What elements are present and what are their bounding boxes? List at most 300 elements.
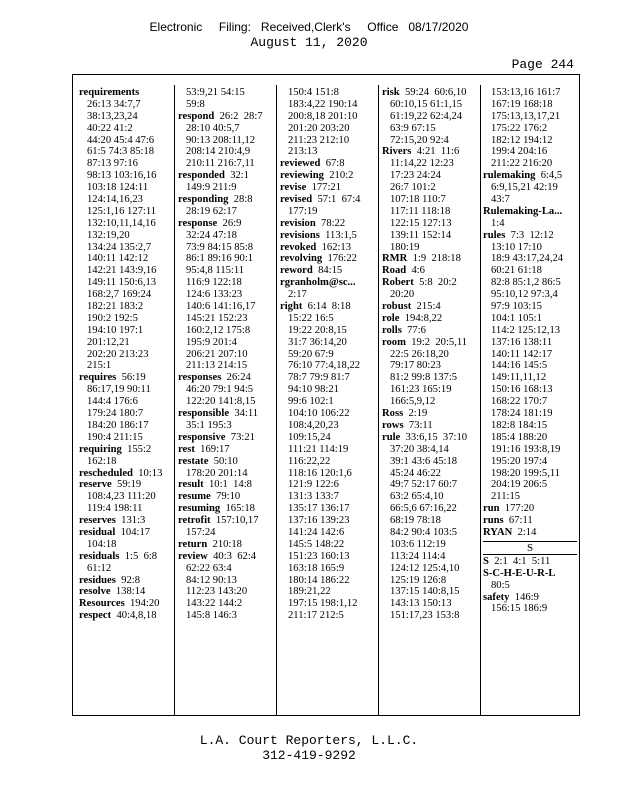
index-page-line: 11:14,22 12:23 — [390, 158, 454, 170]
index-reference — [79, 230, 173, 242]
index-reference — [483, 603, 577, 615]
index-term: Ross — [382, 408, 404, 420]
index-page-line: 10:1 14:8 — [203, 479, 252, 491]
index-entry — [280, 253, 376, 265]
index-reference — [280, 491, 376, 503]
index-entry — [280, 230, 376, 242]
index-reference — [79, 253, 173, 265]
index-reference — [483, 301, 577, 313]
index-page-line: 157:24 — [186, 526, 216, 538]
index-entry — [178, 170, 274, 182]
section-letter: S — [483, 541, 577, 555]
index-page-line: 40:4,8,18 — [111, 610, 157, 622]
index-page-line: 26:9 — [217, 217, 242, 229]
index-page-line: 180:14 186:22 — [288, 574, 350, 586]
index-reference — [483, 372, 577, 384]
index-page-line: 182:21 183:2 — [87, 301, 144, 313]
index-reference — [178, 575, 274, 587]
index-reference — [382, 479, 478, 491]
index-reference — [79, 135, 173, 147]
index-reference — [178, 598, 274, 610]
index-entry — [79, 515, 173, 527]
index-page-line: 167:19 168:18 — [491, 98, 553, 110]
index-reference — [382, 230, 478, 242]
index-page-line: 73:11 — [403, 419, 433, 431]
index-page-line: 2:19 — [403, 408, 428, 420]
index-page-line: 121:9 122:6 — [288, 479, 339, 491]
index-page-line: 180:19 — [390, 241, 420, 253]
index-page-line: 194:10 197:1 — [87, 324, 144, 336]
index-page-line: 18:9 43:17,24,24 — [491, 253, 564, 265]
index-page-line: 1:9 218:18 — [407, 253, 461, 265]
index-page-line: 86:17,19 90:11 — [87, 384, 151, 396]
index-reference — [178, 135, 274, 147]
index-entry — [382, 87, 478, 99]
index-page-line: 6:9,15,21 42:19 — [491, 182, 558, 194]
index-page-line: 98:13 103:16,16 — [87, 170, 157, 182]
index-page-line: 124:12 125:4,10 — [390, 562, 460, 574]
index-page-line: 26:13 34:7,7 — [87, 98, 141, 110]
index-page-line: 33:6,15 37:10 — [400, 431, 468, 443]
index-term: respect — [79, 610, 112, 622]
index-page-line: 134:24 135:2,7 — [87, 241, 152, 253]
index-page-line: 143:22 144:2 — [186, 598, 243, 610]
index-page-line: 112:23 143:20 — [186, 586, 248, 598]
index-entry — [382, 313, 478, 325]
index-reference — [280, 479, 376, 491]
index-reference — [79, 158, 173, 170]
index-page-line: 132:19,20 — [87, 229, 130, 241]
index-column-3 — [280, 87, 376, 715]
index-reference — [483, 384, 577, 396]
index-page-line: 175:13,13,17,21 — [491, 110, 561, 122]
index-page-line: 116:22,22 — [288, 455, 331, 467]
index-term: residuals — [79, 550, 120, 562]
index-reference — [280, 527, 376, 539]
index-entry — [79, 372, 173, 384]
index-entry — [280, 182, 376, 194]
index-term: review — [178, 550, 208, 562]
index-entry — [382, 325, 478, 337]
index-reference — [483, 158, 577, 170]
index-reference — [382, 182, 478, 194]
reporter-company: L.A. Court Reporters, L.L.C. — [199, 733, 419, 748]
index-entry — [178, 372, 274, 384]
index-reference — [483, 123, 577, 135]
index-reference — [178, 313, 274, 325]
index-page-line: 157:10,17 — [210, 515, 259, 527]
index-reference — [483, 444, 577, 456]
index-reference — [178, 360, 274, 372]
index-frame — [72, 74, 580, 716]
index-reference — [280, 135, 376, 147]
index-page-line: 77:6 — [401, 324, 426, 336]
index-entry — [483, 503, 577, 515]
index-term: requiring — [79, 443, 122, 455]
index-page-line: 114:2 125:12,13 — [491, 324, 561, 336]
index-entry — [483, 515, 577, 527]
index-term: responsive — [178, 431, 226, 443]
index-term: reserves — [79, 515, 116, 527]
index-term: room — [382, 336, 406, 348]
index-term: result — [178, 479, 204, 491]
index-page-line: 92:8 — [115, 574, 141, 586]
index-page-line: 73:9 84:15 85:8 — [186, 241, 254, 253]
index-entry — [280, 242, 376, 254]
index-entry — [178, 551, 274, 563]
index-term: run — [483, 503, 500, 515]
index-page-line: 62:22 63:4 — [186, 562, 232, 574]
index-reference — [382, 396, 478, 408]
index-page-line: 6:4,5 — [535, 170, 563, 182]
index-page-line: 145:5 148:22 — [288, 538, 345, 550]
index-page-line: 204:19 206:5 — [491, 479, 548, 491]
index-page-line: 108:4,23 111:20 — [87, 491, 156, 503]
index-reference — [382, 527, 478, 539]
index-page-line: 79:17 80:23 — [390, 360, 441, 372]
index-entry — [79, 575, 173, 587]
index-page-line: 183:4,22 190:14 — [288, 98, 358, 110]
index-page-line: 35:1 195:3 — [186, 419, 232, 431]
index-reference — [280, 87, 376, 99]
index-reference — [280, 563, 376, 575]
index-reference — [178, 420, 274, 432]
index-page-line: 113:24 114:4 — [390, 550, 446, 562]
index-page-line: 4:21 11:6 — [411, 146, 460, 158]
index-page-line: 190:2 192:5 — [87, 312, 138, 324]
index-reference — [79, 337, 173, 349]
index-page-line: 4:6 — [406, 265, 425, 277]
index-reference — [79, 563, 173, 575]
index-page-line: 211:17 212:5 — [288, 610, 344, 622]
index-page-line: 146:9 — [509, 591, 539, 603]
index-page-line: 195:9 201:4 — [186, 336, 237, 348]
index-entry — [382, 301, 478, 313]
index-entry — [382, 253, 478, 265]
index-reference — [79, 277, 173, 289]
index-term: Resources — [79, 598, 125, 610]
index-reference — [382, 158, 478, 170]
index-term: residues — [79, 574, 116, 586]
index-term: revolving — [280, 253, 323, 265]
index-page-line: 6:14 8:18 — [302, 301, 351, 313]
index-reference — [79, 289, 173, 301]
index-page-line: 56:19 — [116, 372, 146, 384]
index-page-line: 211:23 212:10 — [288, 134, 350, 146]
index-reference — [178, 396, 274, 408]
index-page-line: 118:16 120:1,6 — [288, 467, 352, 479]
index-reference — [280, 111, 376, 123]
index-reference — [280, 99, 376, 111]
index-reference — [382, 170, 478, 182]
index-reference — [79, 384, 173, 396]
index-page-line: 149:11,11,12 — [491, 372, 547, 384]
index-page-line: 26:7 101:2 — [390, 182, 436, 194]
index-page-line: 140:11 142:12 — [87, 253, 149, 265]
index-reference — [178, 586, 274, 598]
index-term: revoked — [280, 241, 317, 253]
index-entry — [178, 444, 274, 456]
index-entry — [483, 568, 577, 580]
index-reference — [483, 337, 577, 349]
index-reference — [79, 491, 173, 503]
index-page-line: 111:21 114:19 — [288, 443, 349, 455]
index-page-line: 144:4 176:6 — [87, 396, 138, 408]
index-page-line: 19:22 20:8,15 — [288, 324, 347, 336]
index-page-line: 135:17 136:17 — [288, 503, 350, 515]
index-page-line: 168:2,7 169:24 — [87, 289, 152, 301]
index-reference — [382, 99, 478, 111]
index-page-line: 57:1 67:4 — [312, 194, 361, 206]
index-page-line: 151:17,23 153:8 — [390, 610, 460, 622]
index-reference — [382, 456, 478, 468]
index-page-line: 122:15 127:13 — [390, 217, 452, 229]
index-page-line: 94:10 98:21 — [288, 384, 339, 396]
index-page-line: 28:19 62:17 — [186, 205, 237, 217]
index-reference — [178, 242, 274, 254]
index-reference — [178, 277, 274, 289]
index-page-line: 104:17 — [115, 526, 151, 538]
index-page-line: 189:21,22 — [288, 586, 331, 598]
index-page-line: 17:23 24:24 — [390, 170, 441, 182]
index-term: resolve — [79, 586, 111, 598]
index-page-line: 10:13 — [132, 467, 163, 479]
index-reference — [79, 218, 173, 230]
index-term: respond — [178, 110, 215, 122]
index-page-line: 1:4 — [491, 217, 505, 229]
index-page-line: 63:9 67:15 — [390, 122, 436, 134]
index-entry — [280, 277, 376, 289]
index-page-line: 109:15,24 — [288, 431, 331, 443]
index-page-line: 169:17 — [194, 443, 230, 455]
index-page-line: 179:24 180:7 — [87, 408, 144, 420]
index-page-line: 178:24 181:19 — [491, 408, 553, 420]
index-page-line: 132:10,11,14,16 — [87, 217, 156, 229]
index-page-line: 116:9 122:18 — [186, 277, 242, 289]
index-reference — [382, 289, 478, 301]
index-reference — [382, 123, 478, 135]
index-page-line: 95:4,8 115:11 — [186, 265, 245, 277]
index-reference — [178, 563, 274, 575]
index-term: rows — [382, 419, 404, 431]
index-reference — [79, 349, 173, 361]
index-reference — [483, 218, 577, 230]
index-entry — [382, 420, 478, 432]
index-page-line: 40:3 62:4 — [207, 550, 257, 562]
index-column-1 — [79, 87, 173, 715]
index-reference — [79, 194, 173, 206]
index-page-line: 67:11 — [503, 515, 533, 527]
index-reference — [280, 432, 376, 444]
index-entry — [178, 503, 274, 515]
index-page-line: 198:20 199:5,11 — [491, 467, 561, 479]
index-page-line: 82:8 85:1,2 86:5 — [491, 277, 561, 289]
index-reference — [483, 87, 577, 99]
index-page-line: 61:12 — [87, 562, 112, 574]
index-page-line: 60:21 61:18 — [491, 265, 542, 277]
index-reference — [79, 432, 173, 444]
index-page-line: 53:9,21 54:15 — [186, 87, 245, 98]
index-page-line: 19:2 20:5,11 — [405, 336, 468, 348]
index-page-line: 145:21 152:23 — [186, 312, 248, 324]
index-term: RMR — [382, 253, 408, 265]
index-term: reserve — [79, 479, 112, 491]
index-reference — [280, 575, 376, 587]
index-entry — [79, 479, 173, 491]
index-page-line: 211:13 214:15 — [186, 360, 248, 372]
index-entry — [178, 111, 274, 123]
column-divider — [480, 85, 481, 715]
index-reference — [79, 503, 173, 515]
index-term: right — [280, 301, 303, 313]
index-page-line: 97:9 103:15 — [491, 301, 542, 313]
index-page-line: 178:20 201:14 — [186, 467, 248, 479]
index-entry — [79, 586, 173, 598]
index-reference — [280, 408, 376, 420]
index-reference — [178, 87, 274, 99]
index-page-line: 67:8 — [320, 158, 345, 170]
index-page-line: 202:20 213:23 — [87, 348, 149, 360]
index-reference — [178, 253, 274, 265]
index-reference — [79, 265, 173, 277]
index-term: S — [483, 555, 489, 567]
index-reference — [280, 598, 376, 610]
index-page-line: 90:13 208:11,12 — [186, 134, 256, 146]
index-page-line: 22:5 26:18,20 — [390, 348, 449, 360]
index-reference — [79, 242, 173, 254]
transcript-date: August 11, 2020 — [250, 35, 368, 50]
index-reference — [382, 468, 478, 480]
index-term: runs — [483, 515, 504, 527]
index-reference — [382, 372, 478, 384]
index-term: Rulemaking-La... — [483, 205, 563, 217]
index-reference — [178, 610, 274, 622]
index-page-line: 125:1,16 127:11 — [87, 205, 157, 217]
index-page-line: 137:16 138:11 — [491, 336, 553, 348]
index-page-line: 15:22 16:5 — [288, 312, 334, 324]
index-page-line: 145:8 146:3 — [186, 610, 237, 622]
index-entry — [280, 218, 376, 230]
index-page-line: 144:16 145:5 — [491, 360, 548, 372]
index-page-line: 2:17 — [288, 289, 307, 301]
index-reference — [382, 515, 478, 527]
index-reference — [483, 420, 577, 432]
column-divider — [174, 85, 175, 715]
index-page-line: 37:20 38:4,14 — [390, 443, 449, 455]
index-reference — [79, 123, 173, 135]
index-reference — [79, 420, 173, 432]
index-term: revise — [280, 182, 307, 194]
index-page-line: 137:15 140:8,15 — [390, 586, 460, 598]
index-reference — [483, 146, 577, 158]
index-page-line: 215:4 — [411, 301, 441, 313]
index-term: Road — [382, 265, 407, 277]
index-reference — [280, 123, 376, 135]
index-reference — [382, 575, 478, 587]
index-term: rulemaking — [483, 170, 536, 182]
index-page-line: 162:18 — [87, 455, 117, 467]
index-page-line: 103:6 112:19 — [390, 538, 446, 550]
index-reference — [280, 456, 376, 468]
index-page-line: 104:10 106:22 — [288, 408, 350, 420]
index-reference — [178, 158, 274, 170]
index-reference — [178, 468, 274, 480]
index-term: reword — [280, 265, 313, 277]
index-term: reviewed — [280, 158, 321, 170]
index-page-line: 103:18 124:11 — [87, 182, 149, 194]
index-term: S-C-H-E-U-R-L — [483, 567, 556, 579]
index-page-line: 60:10,15 61:1,15 — [390, 98, 463, 110]
index-page-line: 139:11 152:14 — [390, 229, 452, 241]
index-term: rules — [483, 229, 506, 241]
index-term: rule — [382, 431, 401, 443]
index-page-line: 40:22 41:2 — [87, 122, 133, 134]
index-page-line: 61:5 74:3 85:18 — [87, 146, 155, 158]
index-term: Rivers — [382, 146, 412, 158]
index-page-line: 7:3 12:12 — [505, 229, 554, 241]
index-page-line: 155:2 — [121, 443, 152, 455]
index-page-line: 201:12,21 — [87, 336, 130, 348]
index-page-line: 95:10,12 97:3,4 — [491, 289, 558, 301]
index-reference — [483, 194, 577, 206]
index-term: revised — [280, 194, 313, 206]
index-page-line: 210:11 216:7,11 — [186, 158, 255, 170]
index-entry — [178, 479, 274, 491]
index-entry — [483, 527, 577, 539]
index-term: Robert — [382, 277, 414, 289]
index-page-line: 73:21 — [225, 431, 255, 443]
index-page-line: 104:1 105:1 — [491, 312, 542, 324]
index-page-line: 197:15 198:1,12 — [288, 598, 358, 610]
index-page-line: 191:16 193:8,19 — [491, 443, 561, 455]
index-reference — [280, 289, 376, 301]
index-page-line: 177:20 — [499, 503, 535, 515]
index-page-line: 141:24 142:6 — [288, 526, 345, 538]
index-entry — [79, 527, 173, 539]
index-page-line: 151:23 160:13 — [288, 550, 350, 562]
index-page-line: 177:21 — [306, 182, 342, 194]
index-page-line: 208:14 210:4,9 — [186, 146, 251, 158]
index-page-line: 81:2 99:8 137:5 — [390, 372, 458, 384]
index-reference — [280, 206, 376, 218]
index-page-line: 176:22 — [322, 253, 357, 265]
index-reference — [280, 372, 376, 384]
index-reference — [483, 432, 577, 444]
index-entry — [280, 158, 376, 170]
index-page-line: 190:4 211:15 — [87, 431, 143, 443]
index-term: reviewing — [280, 170, 324, 182]
index-entry — [382, 337, 478, 349]
index-reference — [178, 123, 274, 135]
index-reference — [382, 135, 478, 147]
index-page-line: 184:20 186:17 — [87, 419, 149, 431]
index-reference — [382, 563, 478, 575]
index-page-line: 150:4 151:8 — [288, 87, 339, 98]
index-page-line: 153:13,16 161:7 — [491, 87, 561, 98]
index-page-line: 44:20 45:4 47:6 — [87, 134, 155, 146]
index-term: requires — [79, 372, 117, 384]
index-page-line: 206:21 207:10 — [186, 348, 248, 360]
index-reference — [79, 360, 173, 372]
index-page-line: 104:18 — [87, 538, 117, 550]
index-page-line: 32:24 47:18 — [186, 229, 237, 241]
index-page-line: 182:8 184:15 — [491, 419, 548, 431]
index-page-line: 125:19 126:8 — [390, 574, 447, 586]
index-page-line: 45:24 46:22 — [390, 467, 441, 479]
index-reference — [483, 289, 577, 301]
index-reference — [280, 586, 376, 598]
index-reference — [280, 539, 376, 551]
